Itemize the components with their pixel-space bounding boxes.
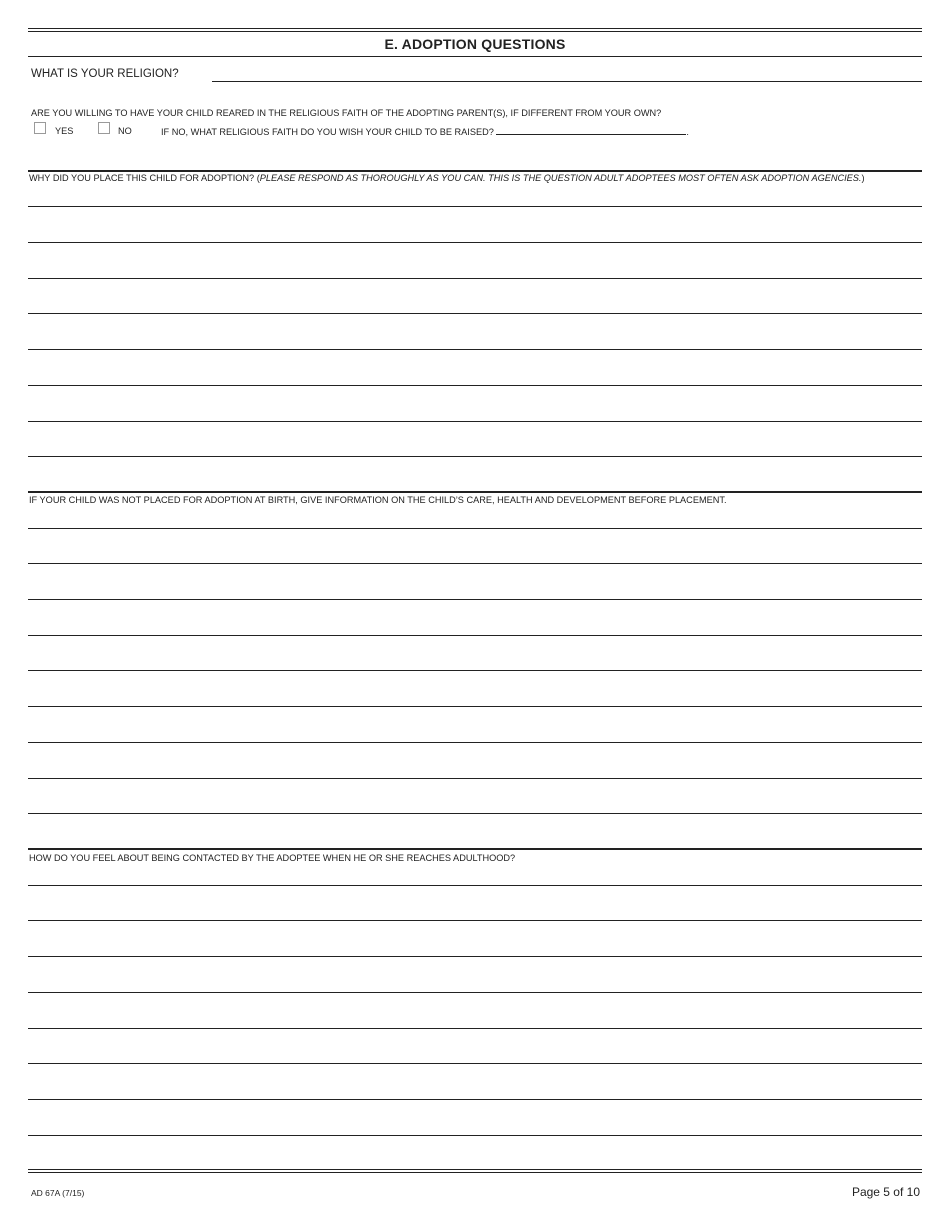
page-number: Page 5 of 10: [851, 1185, 920, 1199]
faith-question-text: ARE YOU WILLING TO HAVE YOUR CHILD REARED IN THE RELIGIOUS FAITH OF THE ADOPTING PARENT(S), IF DIFFERENT FROM YOUR OWN?: [31, 108, 662, 118]
answer-line[interactable]: [28, 706, 922, 707]
answer-line[interactable]: [28, 528, 922, 529]
answer-line[interactable]: [28, 1099, 922, 1100]
answer-line[interactable]: [28, 778, 922, 779]
section-title: E. ADOPTION QUESTIONS: [384, 36, 566, 52]
answer-line[interactable]: [28, 1135, 922, 1136]
if-no-trailing-period: .: [686, 127, 689, 137]
answer-line[interactable]: [28, 920, 922, 921]
if-no-faith-row: [161, 125, 689, 138]
no-checkbox[interactable]: [98, 122, 110, 134]
answer-line[interactable]: [28, 956, 922, 957]
answer-line[interactable]: [28, 278, 922, 279]
why-placed-prompt-main: WHY DID YOU PLACE THIS CHILD FOR ADOPTION? (: [29, 173, 260, 183]
no-label: NO: [118, 126, 132, 136]
religion-label: WHAT IS YOUR RELIGION?: [31, 68, 179, 80]
answer-line[interactable]: [28, 563, 922, 564]
answer-line[interactable]: [28, 1063, 922, 1064]
title-underline: [28, 56, 922, 57]
answer-line[interactable]: [28, 421, 922, 422]
why-placed-prompt-italic: PLEASE RESPOND AS THOROUGHLY AS YOU CAN. THIS IS THE QUESTION ADULT ADOPTEES MOST OFTEN ASK ADOPTION AGENCIES.: [259, 173, 862, 183]
answer-line[interactable]: [28, 349, 922, 350]
contact-adulthood-prompt: HOW DO YOU FEEL ABOUT BEING CONTACTED BY THE ADOPTEE WHEN HE OR SHE REACHES ADULTHOOD?: [29, 853, 516, 863]
answer-line[interactable]: [28, 742, 922, 743]
answer-line[interactable]: [28, 635, 922, 636]
why-placed-prompt: [29, 172, 909, 184]
religion-input-line[interactable]: [212, 81, 922, 82]
top-double-rule: [28, 28, 922, 32]
form-id: AD 67A (7/15): [31, 1188, 85, 1198]
answer-line[interactable]: [28, 670, 922, 671]
answer-line[interactable]: [28, 456, 922, 457]
why-placed-prompt-close: ): [861, 173, 865, 183]
answer-line[interactable]: [28, 242, 922, 243]
yes-label: YES: [55, 126, 74, 136]
if-no-faith-text: IF NO, WHAT RELIGIOUS FAITH DO YOU WISH YOUR CHILD TO BE RAISED?: [161, 127, 494, 137]
answer-line[interactable]: [28, 385, 922, 386]
answer-line[interactable]: [28, 1028, 922, 1029]
answer-line[interactable]: [28, 885, 922, 886]
answer-line[interactable]: [28, 813, 922, 814]
form-page: [28, 0, 922, 1230]
answer-line[interactable]: [28, 992, 922, 993]
answer-line[interactable]: [28, 313, 922, 314]
answer-line[interactable]: [28, 599, 922, 600]
yes-checkbox[interactable]: [34, 122, 46, 134]
care-section-top-rule: [28, 491, 922, 493]
bottom-double-rule: [28, 1169, 922, 1173]
care-before-placement-prompt: IF YOUR CHILD WAS NOT PLACED FOR ADOPTION AT BIRTH, GIVE INFORMATION ON THE CHILD’S CARE, HEALTH AND DEVELOPMENT BEFORE PLACEMENT.: [29, 495, 727, 505]
contact-section-top-rule: [28, 848, 922, 850]
if-no-faith-input-line[interactable]: [496, 125, 686, 135]
answer-line[interactable]: [28, 206, 922, 207]
